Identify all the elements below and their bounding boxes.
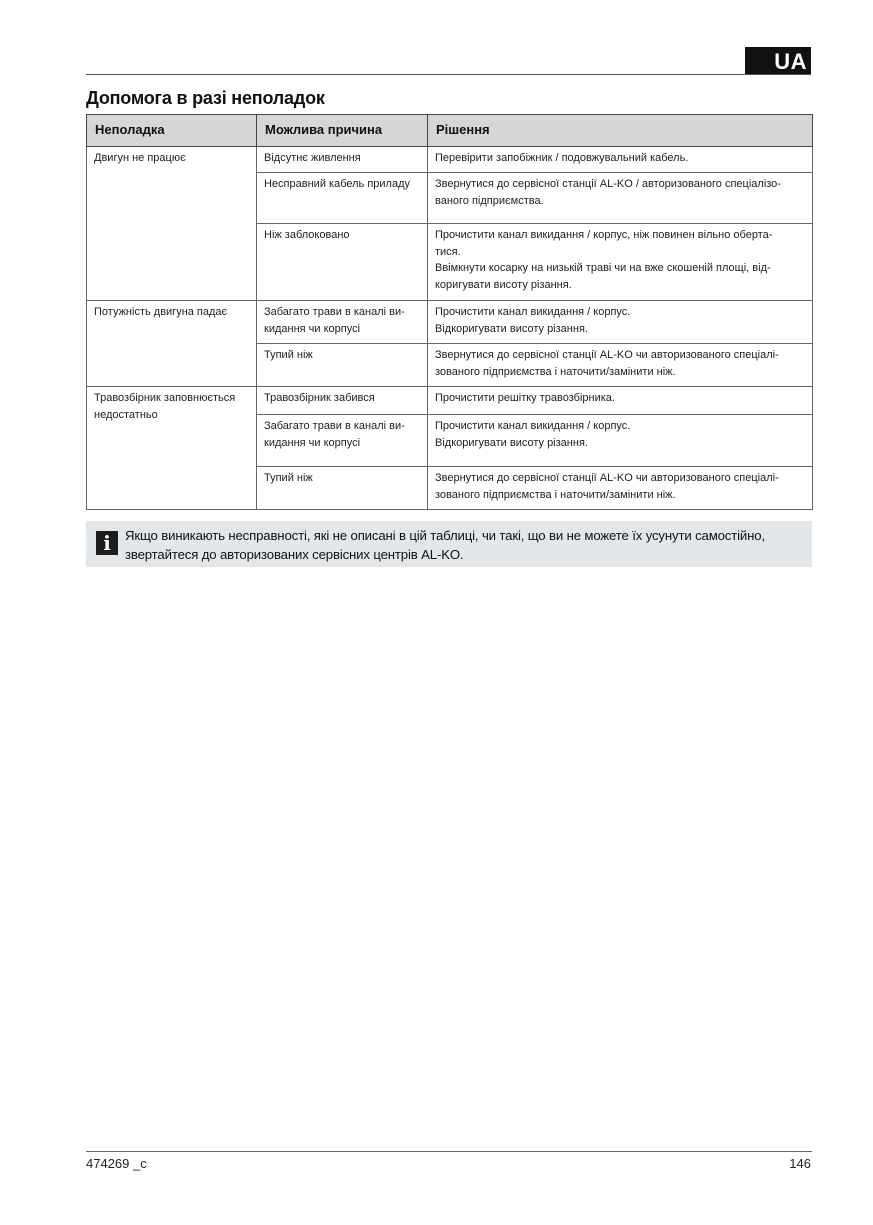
cause-line: Забагато трави в каналі ви- [264, 420, 405, 432]
section-title: Допомога в разі неполадок [86, 88, 325, 108]
cause-cell: Травозбірник забився [257, 387, 428, 415]
table-row [87, 387, 813, 415]
info-note [86, 521, 812, 567]
solution-line: Прочистити решітку травозбірника. [435, 392, 615, 404]
solution-cell [428, 301, 813, 344]
table-row [87, 147, 813, 173]
solution-line: Відкоригувати висоту різання. [435, 322, 588, 335]
header-rule [86, 74, 811, 75]
document-number: 474269 _c [86, 1156, 147, 1171]
solution-line: ваного підприємства. [435, 194, 544, 207]
header-solution: Рішення [428, 115, 813, 147]
cause-cell: Тупий ніж [257, 344, 428, 387]
solution-line: зованого підприємства і наточити/замінити ніж. [435, 488, 676, 501]
solution-line: Прочистити канал викидання / корпус, ніж повинен вільно оберта- [435, 229, 773, 241]
fault-line: недостатньо [94, 408, 158, 421]
solution-line: Ввімкнути косарку на низькій траві чи на вже скошеній площі, від- [435, 262, 771, 274]
cause-cell [257, 415, 428, 467]
solution-line: коригувати висоту різання. [435, 278, 572, 291]
cause-line: Забагато трави в каналі ви- [264, 306, 405, 318]
cause-cell: Тупий ніж [257, 467, 428, 510]
fault-cell [87, 387, 257, 510]
fault-cell: Двигун не працює [87, 147, 257, 301]
solution-cell [428, 147, 813, 173]
solution-line: зованого підприємства і наточити/замінити ніж. [435, 365, 676, 378]
solution-cell [428, 224, 813, 301]
header-fault: Неполадка [87, 115, 257, 147]
table-header-row [87, 115, 813, 147]
solution-line: Прочистити канал викидання / корпус. [435, 306, 631, 318]
language-tab: UA [745, 47, 811, 74]
solution-line: Відкоригувати висоту різання. [435, 436, 588, 449]
solution-line: Прочистити канал викидання / корпус. [435, 420, 631, 432]
solution-cell [428, 467, 813, 510]
fault-cell: Потужність двигуна падає [87, 301, 257, 387]
cause-cell: Відсутнє живлення [257, 147, 428, 173]
fault-line: Травозбірник заповнюється [94, 392, 236, 404]
troubleshooting-table [86, 114, 813, 510]
header-cause: Можлива причина [257, 115, 428, 147]
table-row [87, 301, 813, 344]
solution-line: Звернутися до сервісної станції AL-KO чи авторизованого спеціалі- [435, 349, 779, 361]
cause-cell: Ніж заблоковано [257, 224, 428, 301]
solution-cell [428, 344, 813, 387]
info-text: Якщо виникають несправності, які не описані в цій таблиці, чи такі, що ви не можете їх усунути самостійно, звертайтеся до авторизованих сервісних центрів AL-KO. [125, 528, 765, 562]
solution-line: тися. [435, 245, 461, 258]
info-icon: i [96, 531, 118, 555]
solution-cell [428, 387, 813, 415]
solution-line: Звернутися до сервісної станції AL-KO чи авторизованого спеціалі- [435, 472, 779, 484]
page-number: 146 [789, 1156, 811, 1171]
solution-line: Перевірити запобіжник / подовжувальний кабель. [435, 152, 689, 164]
solution-line: Звернутися до сервісної станції AL-KO / авторизованого спеціалізо- [435, 178, 781, 190]
solution-cell [428, 173, 813, 224]
footer-rule [86, 1151, 812, 1152]
solution-cell [428, 415, 813, 467]
cause-cell [257, 301, 428, 344]
cause-line: кидання чи корпусі [264, 322, 361, 335]
cause-cell: Несправний кабель приладу [257, 173, 428, 224]
cause-line: кидання чи корпусі [264, 436, 361, 449]
